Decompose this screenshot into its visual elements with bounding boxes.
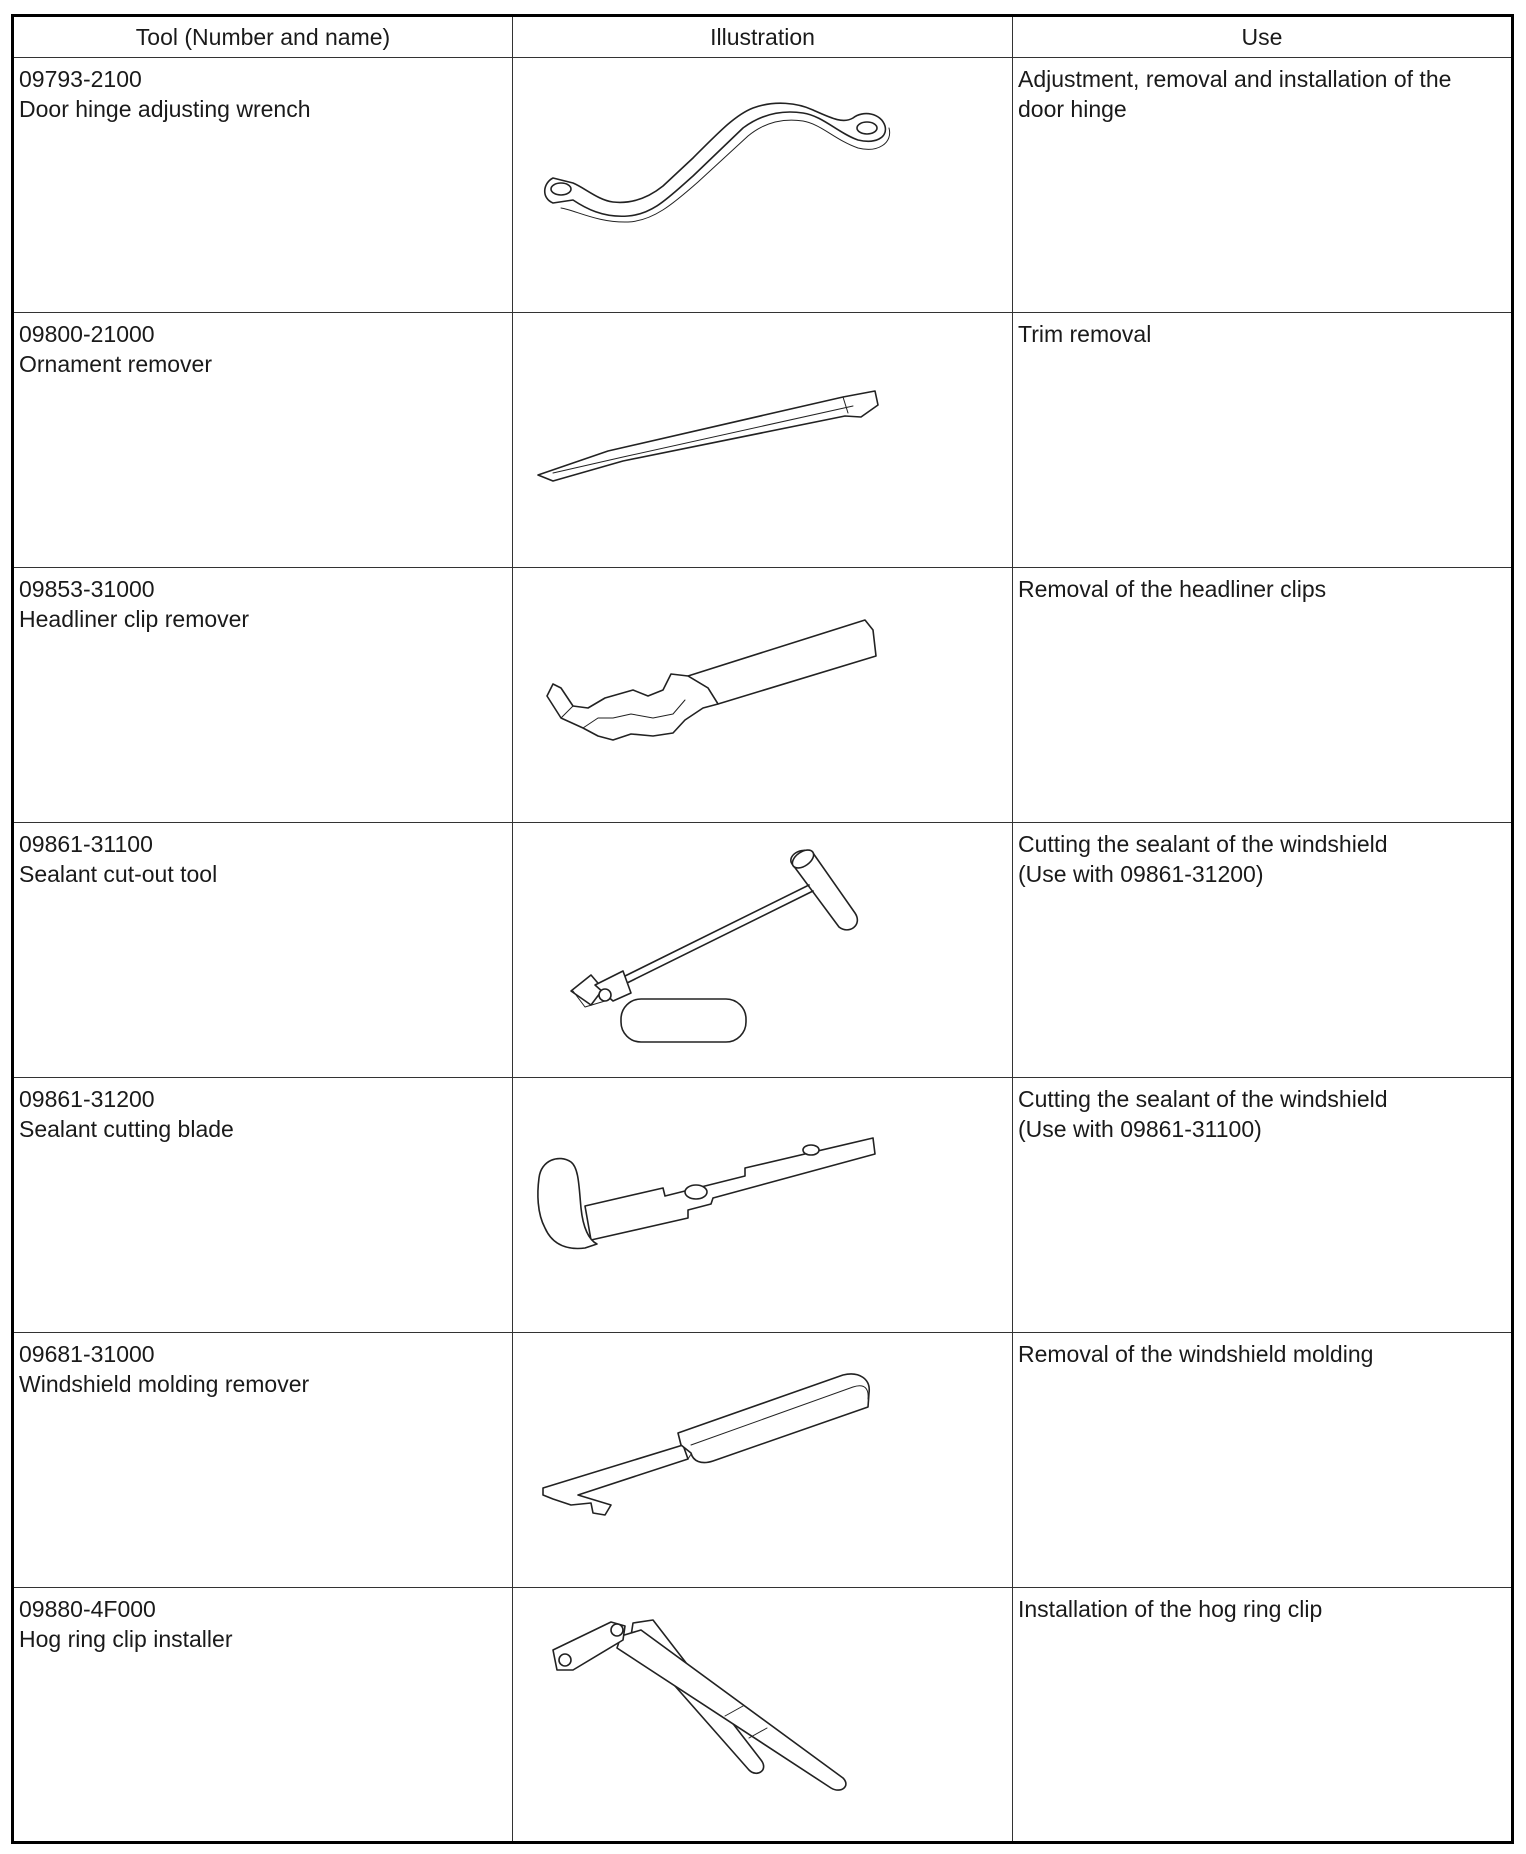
tool-number: 09861-31100 bbox=[19, 831, 153, 857]
door-hinge-adjusting-wrench-icon bbox=[513, 58, 1011, 311]
column-header-use: Use bbox=[1013, 16, 1513, 58]
ornament-remover-icon bbox=[513, 313, 1011, 566]
column-header-illustration: Illustration bbox=[513, 16, 1013, 58]
tool-number: 09800-21000 bbox=[19, 321, 155, 347]
sealant-cutting-blade-icon bbox=[513, 1078, 1011, 1331]
tool-cell bbox=[13, 823, 513, 1078]
tool-cell bbox=[13, 313, 513, 568]
use-text-line: Trim removal bbox=[1018, 321, 1152, 347]
windshield-molding-remover-icon bbox=[513, 1333, 1011, 1586]
table-row bbox=[13, 313, 1513, 568]
table-row bbox=[13, 1333, 1513, 1588]
tool-number: 09880-4F000 bbox=[19, 1596, 156, 1622]
table-row bbox=[13, 58, 1513, 313]
tool-name: Door hinge adjusting wrench bbox=[19, 96, 311, 122]
tool-name: Sealant cutting blade bbox=[19, 1116, 234, 1142]
illustration-cell bbox=[513, 823, 1013, 1078]
use-cell bbox=[1013, 313, 1513, 568]
use-text-line: door hinge bbox=[1018, 96, 1127, 122]
use-text-line: (Use with 09861-31200) bbox=[1018, 861, 1264, 887]
illustration-cell bbox=[513, 568, 1013, 823]
sealant-cut-out-tool-icon bbox=[513, 823, 1011, 1076]
tool-name: Hog ring clip installer bbox=[19, 1626, 233, 1652]
use-text-line: Cutting the sealant of the windshield bbox=[1018, 1086, 1388, 1112]
table-row bbox=[13, 568, 1513, 823]
use-text-line: Removal of the windshield molding bbox=[1018, 1341, 1374, 1367]
illustration-cell bbox=[513, 1333, 1013, 1588]
table-row bbox=[13, 1078, 1513, 1333]
use-text-line: Installation of the hog ring clip bbox=[1018, 1596, 1323, 1622]
tool-name: Ornament remover bbox=[19, 351, 213, 377]
headliner-clip-remover-icon bbox=[513, 568, 1011, 821]
table-header-row bbox=[13, 16, 1513, 58]
tool-number: 09861-31200 bbox=[19, 1086, 155, 1112]
tool-number: 09793-2100 bbox=[19, 66, 142, 92]
tool-number: 09853-31000 bbox=[19, 576, 155, 602]
special-tools-table bbox=[11, 14, 1514, 1844]
use-cell bbox=[1013, 58, 1513, 313]
tool-cell bbox=[13, 58, 513, 313]
use-cell bbox=[1013, 1078, 1513, 1333]
tool-name: Headliner clip remover bbox=[19, 606, 250, 632]
table-row bbox=[13, 823, 1513, 1078]
use-text-line: Removal of the headliner clips bbox=[1018, 576, 1327, 602]
hog-ring-clip-installer-icon bbox=[513, 1588, 1011, 1841]
tool-cell bbox=[13, 568, 513, 823]
use-cell bbox=[1013, 1588, 1513, 1843]
tool-cell bbox=[13, 1588, 513, 1843]
use-cell bbox=[1013, 568, 1513, 823]
tool-cell bbox=[13, 1078, 513, 1333]
tool-cell bbox=[13, 1333, 513, 1588]
tool-number: 09681-31000 bbox=[19, 1341, 155, 1367]
use-text-line: (Use with 09861-31100) bbox=[1018, 1116, 1262, 1142]
use-text-line: Adjustment, removal and installation of the bbox=[1018, 66, 1452, 92]
illustration-cell bbox=[513, 1588, 1013, 1843]
table-row bbox=[13, 1588, 1513, 1843]
use-cell bbox=[1013, 823, 1513, 1078]
illustration-cell bbox=[513, 58, 1013, 313]
illustration-cell bbox=[513, 313, 1013, 568]
illustration-cell bbox=[513, 1078, 1013, 1333]
tool-name: Windshield molding remover bbox=[19, 1371, 310, 1397]
use-text-line: Cutting the sealant of the windshield bbox=[1018, 831, 1388, 857]
use-cell bbox=[1013, 1333, 1513, 1588]
column-header-tool: Tool (Number and name) bbox=[13, 16, 513, 58]
tool-name: Sealant cut-out tool bbox=[19, 861, 218, 887]
